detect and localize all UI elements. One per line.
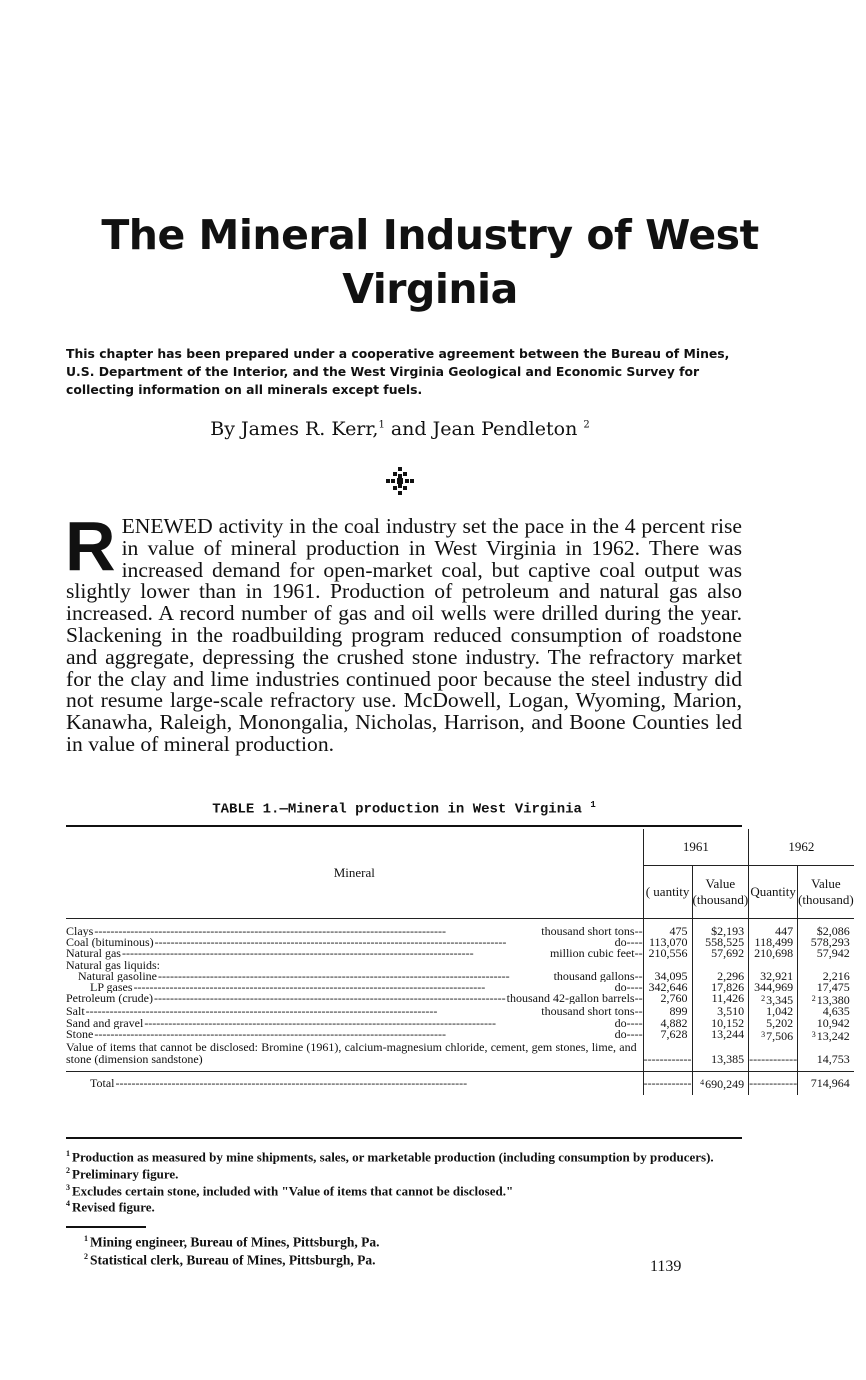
- footnote-text: Preliminary figure.: [72, 1166, 179, 1182]
- cell-value: 3,345: [766, 993, 794, 1008]
- footnote-mark: 1: [66, 1149, 70, 1158]
- table-row: Natural gas ----- million cubic feet -- 210,556 57,692 210,698 57,942: [66, 948, 854, 959]
- cell-quantity-1962: 5,202: [749, 1018, 798, 1029]
- column-header-1961: 1961: [643, 829, 749, 865]
- footnote-mark: 3: [66, 1182, 70, 1192]
- column-header-value-1962: Value (thousand): [798, 865, 854, 918]
- footnote: [66, 1197, 756, 1214]
- footnote-mark: 2: [84, 1251, 88, 1261]
- row-unit: thousand 42-gallon barrels: [506, 993, 635, 1005]
- column-header-quantity-1962: Quantity: [749, 865, 798, 918]
- author-note-text: Statistical clerk, Bureau of Mines, Pittsburgh, Pa.: [90, 1252, 376, 1267]
- cell-quantity-1961: 210,556: [643, 948, 692, 959]
- cell-quantity-1961: 7,628: [643, 1029, 692, 1042]
- cell-quantity-1962: 1,042: [749, 1006, 798, 1017]
- table-row: Sand and gravel ----- do ---- 4,882 10,152 5,202 10,942: [66, 1018, 854, 1029]
- cell-quantity-1961: 475: [643, 926, 692, 937]
- author-1: James R. Kerr,: [241, 418, 379, 440]
- author-note: [84, 1232, 684, 1250]
- footnote-text: Production as measured by mine shipments, sales, or marketable production (including consumption by producers).: [72, 1149, 714, 1165]
- row-unit: million cubic feet: [549, 948, 635, 960]
- table-caption-text: TABLE 1.—Mineral production in West Virginia: [212, 801, 582, 818]
- column-header-1962: 1962: [749, 829, 854, 865]
- row-label: Stone: [66, 1028, 94, 1041]
- footnote-mark: 4: [700, 1078, 705, 1088]
- cell-value: 13,242: [816, 1028, 850, 1043]
- cell-value-1962: 4,635: [798, 1006, 854, 1017]
- cell-value-1962: [798, 1029, 854, 1042]
- drop-cap: R: [65, 507, 116, 585]
- byline-prefix: By: [210, 418, 235, 440]
- table-row: [66, 1042, 854, 1066]
- cell-value-1962: 10,942: [798, 1018, 854, 1029]
- cell-quantity-1962: 118,499: [749, 937, 798, 948]
- intro-paragraph: [65, 507, 742, 756]
- cell-value-1962: 2,216: [798, 971, 854, 982]
- cell-value-1962: 14,753: [798, 1042, 854, 1066]
- cell-value-1962: 57,942: [798, 948, 854, 959]
- footnote: [66, 1147, 756, 1164]
- ornament-icon: [385, 466, 415, 496]
- cell-value-1962: 17,475: [798, 982, 854, 993]
- cell-quantity-1962: 344,969: [749, 982, 798, 993]
- row-label: Salt: [66, 1006, 85, 1018]
- row-label: Natural gasoline: [78, 970, 157, 983]
- cell-quantity-1961: ------------: [643, 1072, 692, 1096]
- cell-quantity-1961: ------------: [643, 1042, 692, 1066]
- table-row: Stone ----- do ---- 7,628 13,244 $^3$7,506 $^3$13,242: [66, 1029, 854, 1042]
- author-2-footnote-mark: 2: [583, 419, 590, 431]
- row-label: Petroleum (crude): [66, 993, 153, 1005]
- footnote-mark: 4: [66, 1199, 70, 1209]
- cell-value-1962: 578,293: [798, 937, 854, 948]
- page-number: 1139: [650, 1258, 682, 1275]
- table-footnotes: [66, 1147, 756, 1214]
- row-unit: thousand short tons: [541, 1006, 635, 1018]
- cell-quantity-1962: ------------: [749, 1072, 798, 1096]
- row-label: Natural gas liquids:: [66, 957, 160, 972]
- cell-value-1961: 11,426: [692, 993, 749, 1006]
- author-2: Jean Pendleton: [432, 418, 578, 440]
- table-row-total: [66, 1072, 854, 1096]
- author-note: [84, 1250, 684, 1268]
- table-row: Clays ----- thousand short tons -- 475 $2,193 447 $2,086: [66, 926, 854, 937]
- row-unit: thousand short tons: [541, 926, 635, 938]
- cell-value-1961: [692, 1072, 749, 1096]
- cell-value-1962: 714,964: [798, 1072, 854, 1096]
- table-caption: [66, 800, 742, 818]
- cell-value: 7,506: [766, 1028, 794, 1043]
- mineral-production-table: [66, 829, 854, 1095]
- cell-value-1961: 3,510: [692, 1006, 749, 1017]
- title-line-2: Virginia: [342, 265, 518, 313]
- author-1-footnote-mark: 1: [378, 419, 385, 431]
- cell-quantity-1962: ------------: [749, 1042, 798, 1066]
- footnote: [66, 1181, 756, 1198]
- cell-quantity-1962: 210,698: [749, 948, 798, 959]
- row-label: Sand and gravel: [66, 1017, 144, 1029]
- table-row: Coal (bituminous) ----- do ---- 113,070 558,525 118,499 578,293: [66, 937, 854, 948]
- cell-quantity-1961: 4,882: [643, 1018, 692, 1029]
- row-label: LP gases: [90, 982, 133, 994]
- cell-value-1961: 2,296: [692, 971, 749, 982]
- cell-value-1961: 57,692: [692, 948, 749, 959]
- cell-quantity-1962: [749, 1029, 798, 1042]
- footnote-text: Excludes certain stone, included with "Value of items that cannot be disclosed.": [72, 1182, 514, 1198]
- footnote-mark: 2: [66, 1165, 70, 1175]
- cell-quantity-1962: 447: [749, 926, 798, 937]
- author-notes: [84, 1232, 684, 1267]
- cell-value-1961: $2,193: [692, 926, 749, 937]
- page-title: [100, 208, 760, 316]
- cell-value: 13,380: [816, 993, 850, 1008]
- column-header-quantity-1961: ( uantity: [643, 865, 692, 918]
- row-unit: do: [614, 1028, 627, 1041]
- row-label: Total: [90, 1078, 115, 1090]
- row-unit: thousand gallons: [553, 970, 635, 983]
- preparation-note: This chapter has been prepared under a cooperative agreement between the Bureau of Mines, U.S. Department of the Interior, and the West Virginia Geological and Economic Survey for collecting information on all minerals except fuels.: [66, 346, 730, 397]
- cell-quantity-1961: 2,760: [643, 993, 692, 1006]
- row-label: Clays: [66, 926, 94, 938]
- cell-value-1961: 13,244: [692, 1029, 749, 1042]
- row-unit: do: [614, 1017, 627, 1029]
- footnote-mark: 2: [811, 994, 816, 1004]
- cell-value-1961: 17,826: [692, 982, 749, 993]
- cell-value-1961: 558,525: [692, 937, 749, 948]
- byline: [66, 418, 734, 440]
- intro-text: activity in the coal industry set the pace in the 4 percent rise in value of mineral production in West Virginia in 1962. There was increased demand for open-market coal, but captive coal output was slightly lower than in 1961. Production of petroleum and natural gas also increased. A record number of gas and oil wells were drilled during the year. Slackening in the roadbuilding program reduced consumption of roadstone and aggregate, depressing the crushed stone industry. The refractory market for the clay and lime industries continued poor because the steel industry did not resume large-scale refractory use. McDowell, Logan, Wyoming, Marion, Kanawha, Raleigh, Monongalia, Nicholas, Harrison, and Boone Counties led in value of mineral production.: [66, 514, 742, 756]
- row-label: Natural gas: [66, 948, 121, 960]
- row-unit: do: [614, 937, 627, 949]
- cell-quantity-1961: 113,070: [643, 937, 692, 948]
- footnote-text: Revised figure.: [72, 1199, 155, 1215]
- footnote: [66, 1164, 756, 1181]
- row-label: Value of items that cannot be disclosed: Bromine (1961), calcium-magnesium chloride, cement, gem stones, lime, and stone (dimension sandstone): [66, 1040, 637, 1066]
- cell-value-1961: 13,385: [692, 1042, 749, 1066]
- cell-quantity-1962: 32,921: [749, 971, 798, 982]
- table-top-rule: [66, 825, 742, 827]
- cell-quantity-1961: 34,095: [643, 971, 692, 982]
- table-row: Petroleum (crude) ----- thousand 42-gallon barrels -- 2,760 11,426 $^2$3,345 $^2$13,380: [66, 993, 854, 1006]
- footnote-mark: 3: [811, 1029, 816, 1039]
- row-label: Coal (bituminous): [66, 937, 154, 949]
- cell-quantity-1961: 342,646: [643, 982, 692, 993]
- footnote-mark: 1: [84, 1234, 88, 1243]
- table-bottom-rule: [66, 1137, 742, 1139]
- cell-value: 690,249: [705, 1077, 745, 1092]
- footnote-mark: 3: [761, 1029, 766, 1039]
- intro-first-word: ENEWED: [121, 514, 213, 538]
- cell-value-1961: 10,152: [692, 1018, 749, 1029]
- table-row: LP gases ----- do ---- 342,646 17,826 344,969 17,475: [66, 982, 854, 993]
- author-note-text: Mining engineer, Bureau of Mines, Pittsburgh, Pa.: [90, 1234, 380, 1250]
- table-row: Natural gasoline ----- thousand gallons -- 34,095 2,296 32,921 2,216: [66, 971, 854, 982]
- table-caption-footnote-mark: 1: [590, 800, 596, 810]
- row-unit: do: [614, 982, 627, 994]
- title-line-1: The Mineral Industry of West: [101, 211, 759, 259]
- footnote-separator: [66, 1226, 146, 1228]
- table-row: Salt ----- thousand short tons -- 899 3,510 1,042 4,635: [66, 1006, 854, 1017]
- cell-value-1962: $2,086: [798, 926, 854, 937]
- footnote-mark: 2: [761, 994, 766, 1004]
- column-header-value-1961: Value (thousand): [692, 865, 749, 918]
- cell-quantity-1961: 899: [643, 1006, 692, 1017]
- byline-conjunction: and: [390, 418, 427, 440]
- column-header-mineral: Mineral: [66, 829, 643, 918]
